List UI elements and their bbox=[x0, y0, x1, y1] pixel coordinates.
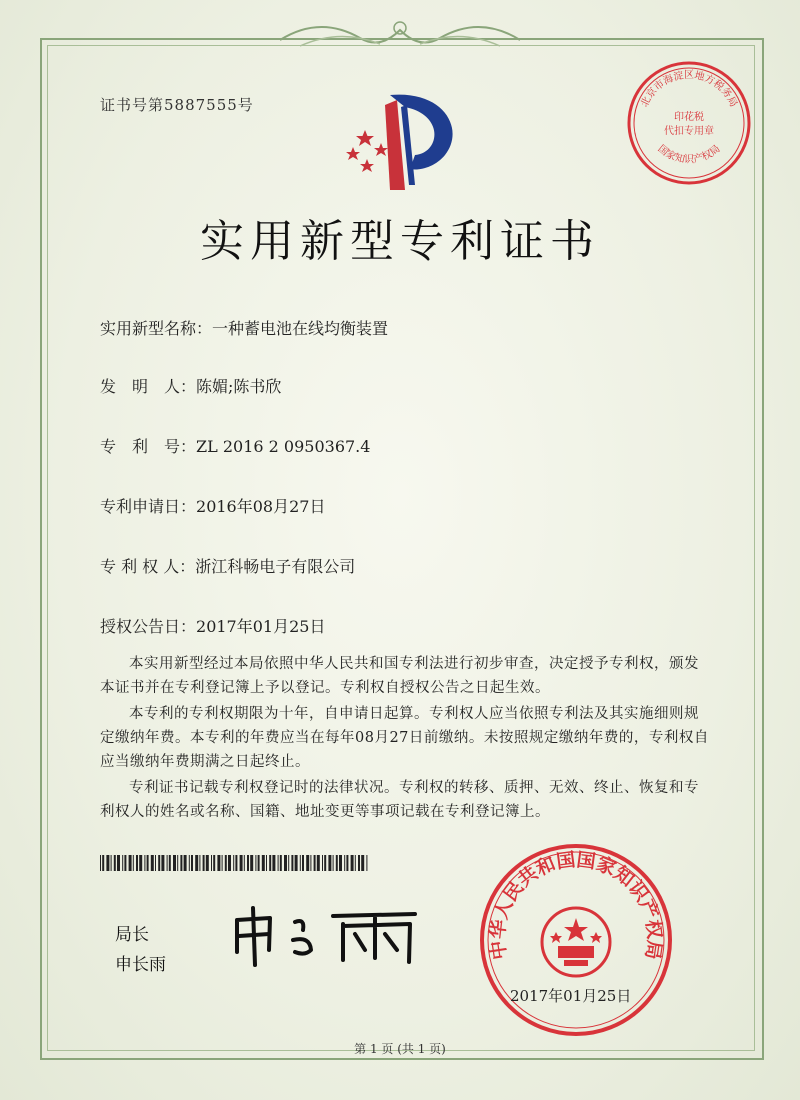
field-utility-model-name bbox=[100, 316, 388, 339]
field-value: 2016年08月27日 bbox=[196, 497, 326, 516]
signer-title: 局长 bbox=[115, 925, 149, 945]
certificate-body bbox=[100, 652, 712, 826]
body-paragraph: 本实用新型经过本局依照中华人民共和国专利法进行初步审查，决定授予专利权，颁发本证书并在专利登记簿上予以登记。专利权自授权公告之日起生效。 bbox=[100, 656, 699, 696]
page-footer: 第 1 页 (共 1 页) bbox=[354, 1042, 446, 1056]
svg-text:中华人民共和国国家知识产权局 bbox=[486, 849, 667, 961]
tax-seal bbox=[624, 58, 754, 188]
seal-date: 2017年01月25日 bbox=[510, 987, 632, 1005]
field-value: 2017年01月25日 bbox=[196, 617, 326, 636]
small-seal-bottom-text: 国家知识产权局 bbox=[655, 143, 723, 166]
certificate-number: 证书号第5887555号 bbox=[100, 96, 254, 114]
field-label: 专利申请日： bbox=[100, 497, 197, 516]
big-seal-arc-text: 中华人民共和国国家知识产权局 bbox=[486, 848, 666, 961]
barcode-icon bbox=[100, 855, 370, 871]
small-seal-inner-1: 印花税 bbox=[674, 112, 704, 123]
field-inventor bbox=[100, 374, 281, 397]
signature bbox=[225, 900, 425, 970]
svg-text:国家知识产权局 bbox=[655, 143, 722, 166]
page-title: 实用新型专利证书 bbox=[200, 216, 600, 267]
body-paragraph: 专利证书记载专利权登记时的法律状况。专利权的转移、质押、无效、终止、恢复和专利权人的姓名或名称、国籍、地址变更等事项记载在专利登记簿上。 bbox=[100, 780, 699, 820]
field-label: 专 利 号： bbox=[100, 437, 197, 456]
cnipa-logo-icon bbox=[335, 85, 485, 195]
field-filing-date bbox=[100, 494, 325, 517]
ornament-top-icon bbox=[270, 10, 530, 58]
field-patentee bbox=[100, 554, 355, 577]
body-paragraph: 本专利的专利权期限为十年，自申请日起算。专利权人应当依照专利法及其实施细则规定缴纳年费。本专利的年费应当在每年08月27日前缴纳。未按照规定缴纳年费的，专利权自应当缴纳年费期满之日起终止。 bbox=[100, 706, 709, 770]
small-seal-arc-text: 北京市海淀区地方税务局 bbox=[639, 70, 739, 109]
signer-name: 申长雨 bbox=[115, 955, 166, 975]
field-label: 专 利 权 人： bbox=[100, 557, 196, 576]
field-value: 陈媚;陈书欣 bbox=[196, 377, 282, 396]
field-label: 发 明 人： bbox=[100, 377, 197, 396]
field-value: ZL 2016 2 0950367.4 bbox=[196, 437, 371, 456]
field-patent-number bbox=[100, 434, 370, 457]
field-label: 授权公告日： bbox=[100, 617, 197, 636]
national-emblem-icon bbox=[542, 908, 610, 976]
field-grant-date bbox=[100, 614, 325, 637]
small-seal-inner-2: 代扣专用章 bbox=[664, 126, 714, 137]
field-value: 浙江科畅电子有限公司 bbox=[195, 557, 356, 576]
field-label: 实用新型名称： bbox=[100, 319, 213, 338]
field-value: 一种蓄电池在线均衡装置 bbox=[212, 319, 389, 338]
cnipa-seal bbox=[478, 842, 674, 1038]
